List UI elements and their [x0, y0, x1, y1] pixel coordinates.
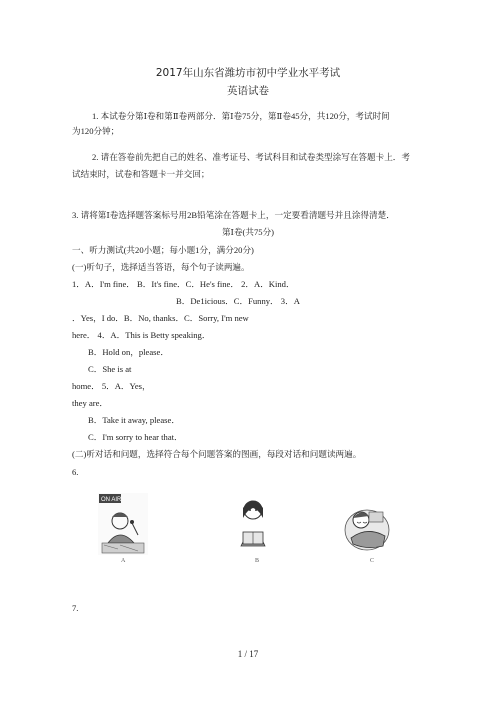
note-2: 2. 请在答卷前先把自己的姓名、准考证号、考试科目和试卷类型涂写在答题卡上．考 [92, 152, 410, 162]
question-line: 1．A．I'm fine． B．It's fine．C．He's fine． 2．A．Kind． [72, 279, 295, 289]
page-number: 1 / 17 [237, 649, 259, 659]
note-1-cont: 为120分钟； [72, 126, 120, 136]
sleeping-boy-illustration [343, 502, 391, 552]
part-one-heading: 第Ⅰ卷(共75分) [221, 227, 275, 237]
question-line: B．Hold on，please． [88, 347, 169, 357]
question-line: they are． [72, 398, 109, 408]
question-number: 6. [72, 467, 79, 477]
question-line: C．I'm sorry to hear that． [88, 432, 183, 442]
question-line: ．Yes，I do．B．No, thanks．C．Sorry, I'm new [72, 313, 249, 323]
question-line: C．She is at [88, 364, 132, 374]
on-air-sign: ON AIR [101, 497, 122, 503]
question-line: B．De1icious．C．Funny． 3．A [176, 296, 300, 306]
question-line: here． 4．A．This is Betty speaking． [72, 330, 211, 340]
subsection-heading: (二)听对话和问题，选择符合每个问题答案的图画，每段对话和问题读两遍。 [72, 449, 362, 459]
question-line: B．Take it away, please． [88, 415, 180, 425]
reading-girl-illustration [233, 492, 273, 554]
page-subtitle: 英语试卷 [227, 85, 269, 97]
option-c-caption: C [370, 558, 375, 564]
question-line: home． 5．A．Yes， [72, 381, 151, 391]
note-2-cont: 试结束时，试卷和答题卡一并交回； [72, 169, 210, 179]
section-heading: 一、听力测试(共20小题；每小题1分，满分20分) [72, 245, 254, 255]
radio-host-illustration [98, 493, 148, 555]
question-number: 7. [72, 603, 79, 613]
note-3: 3. 请将第Ⅰ卷选择题答案标号用2B铅笔涂在答题卡上，一定要看清题号并且涂得清楚． [72, 210, 395, 220]
subsection-heading: (一)听句子，选择适当答语，每个句子读两遍。 [72, 262, 250, 272]
note-1: 1. 本试卷分第Ⅰ卷和第Ⅱ卷两部分．第Ⅰ卷75分，第Ⅱ卷45分，共120分，考试时间 [92, 111, 390, 121]
page-title: 2017年山东省潍坊市初中学业水平考试 [155, 67, 341, 79]
option-b-caption: B [255, 558, 260, 564]
option-a-caption: A [121, 558, 126, 564]
